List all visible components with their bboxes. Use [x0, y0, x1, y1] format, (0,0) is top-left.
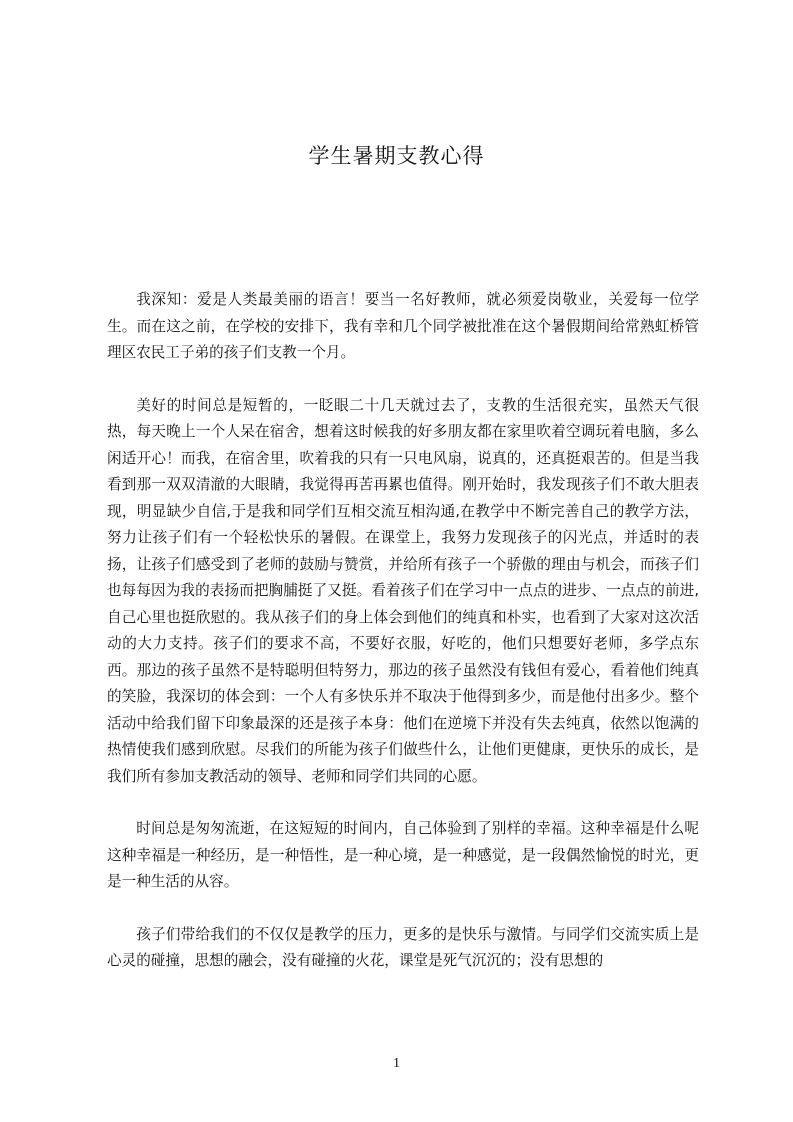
document-title: 学生暑期支教心得: [308, 144, 485, 168]
document-body: [107, 287, 699, 1001]
paragraph: 我深知：爱是人类最美丽的语言！要当一名好教师，就必须爱岗敬业，关爱每一位学生。而在这之前，在学校的安排下，我有幸和几个同学被批准在这个暑假期间给常熟虹桥管理区农民工子弟的孩子们支教一个月。: [107, 291, 699, 361]
paragraph: 孩子们带给我们的不仅仅是教学的压力，更多的是快乐与激情。与同学们交流实质上是心灵的碰撞，思想的融会，没有碰撞的火花，课堂是死气沉沉的；没有思想的: [107, 925, 699, 969]
paragraph: 时间总是匆匆流逝，在这短短的时间内，自己体验到了别样的幸福。这种幸福是什么呢这种幸福是一种经历，是一种悟性，是一种心境，是一种感觉，是一段偶然愉悦的时光，更是一种生活的从容。: [107, 820, 699, 890]
page-number: 1: [393, 1056, 400, 1071]
paragraph: 美好的时间总是短暂的，一眨眼二十几天就过去了，支教的生活很充实，虽然天气很热，每天晚上一个人呆在宿舍，想着这时候我的好多朋友都在家里吹着空调玩着电脑，多么闲适开心！而我，在宿舍里，吹着我的只有一只电风扇，说真的，还真挺艰苦的。但是当我看到那一双双清澈的大眼睛，我觉得再苦再累也值得。刚开始时，我发现孩子们不敢大胆表现，明显缺少自信,于是我和同学们互相交流互相沟通,在教学中不断完善自己的教学方法，努力让孩子们有一个轻松快乐的暑假。在课堂上，我努力发现孩子的闪光点，并适时的表扬，让孩子们感受到了老师的鼓励与赞赏，并给所有孩子一个骄傲的理由与机会，而孩子们也每每因为我的表扬而把胸脯挺了又挺。看着孩子们在学习中一点点的进步、一点点的前进,自己心里也挺欣慰的。我从孩子们的身上体会到他们的纯真和朴实，也看到了大家对这次活动的大力支持。孩子们的要求不高，不要好衣服，好吃的，他们只想要好老师，多学点东西。那边的孩子虽然不是特聪明但特努力，那边的孩子虽然没有钱但有爱心，看着他们纯真的笑脸，我深切的体会到：一个人有多快乐并不取决于他得到多少，而是他付出多少。整个活动中给我们留下印象最深的还是孩子本身：他们在逆境下并没有失去纯真，依然以饱满的热情使我们感到欣慰。尽我们的所能为孩子们做些什么，让他们更健康，更快乐的成长，是我们所有参加支教活动的领导、老师和同学们共同的心愿。: [107, 396, 699, 785]
